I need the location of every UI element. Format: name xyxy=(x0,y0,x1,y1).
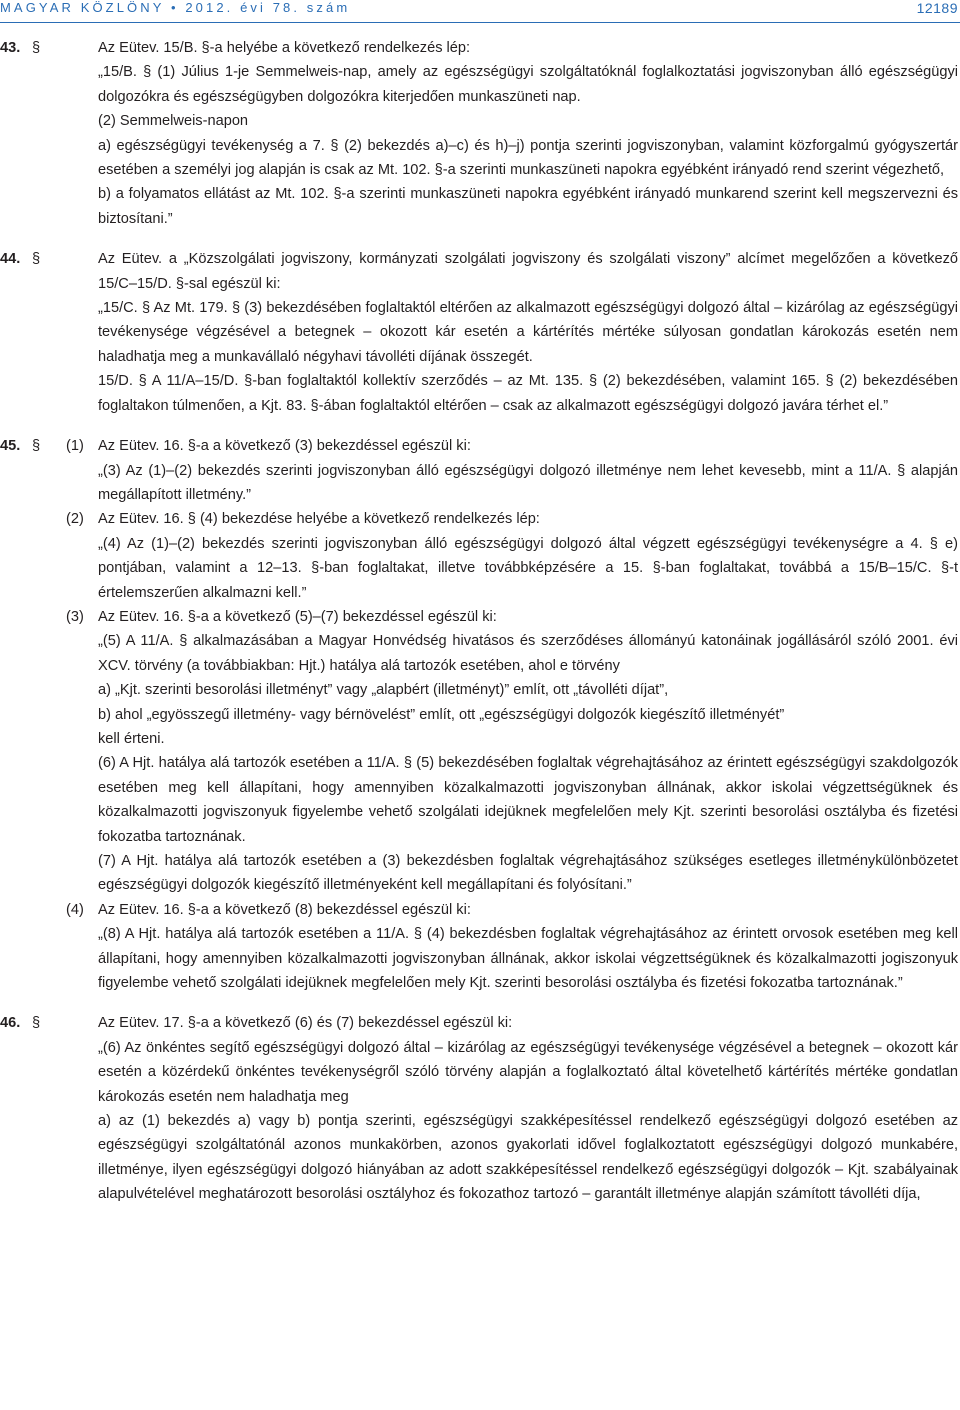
subsection-3 xyxy=(66,605,958,898)
subsection-1 xyxy=(66,434,958,507)
section-44 xyxy=(0,247,958,418)
subsection-label: (3) xyxy=(66,608,84,625)
paragraph: Az Eütev. 16. §-a a következő (8) bekezdéssel egészül ki: xyxy=(98,901,471,918)
subsection-label: (4) xyxy=(66,901,84,918)
paragraph: b) ahol „egyösszegű illetmény- vagy bérnövelést” említ, ott „egészségügyi dolgozók kiegészítő illetményét” xyxy=(98,706,785,723)
subsection-label: (2) xyxy=(66,511,84,528)
paragraph: „(6) Az önkéntes segítő egészségügyi dolgozó által – kizárólag az egészségügyi tevékenysége végzésével a betegnek – okozott kár esetén a közérdekű önkéntes tevékenységről szóló törvény alapján a foglalkoztató által követelhető kártérítés mértéke gondatlan károkozás esetén nem haladhatja meg xyxy=(98,1039,958,1105)
section-43 xyxy=(0,36,958,231)
section-46 xyxy=(0,1011,958,1206)
section-sign: § xyxy=(32,40,41,56)
paragraph: Az Eütev. 16. § (4) bekezdése helyébe a következő rendelkezés lép: xyxy=(98,511,540,528)
paragraph: a) egészségügyi tevékenység a 7. § (2) bekezdés a)–c) és h)–j) pontja szerinti jogviszonyban, valamint közforgalmú gyógyszertár esetében a személyi jog alapján is csak az Mt. 102. §-a szerinti munkaszüneti napokra egyébként irányadó rend szerint végezhető, xyxy=(98,137,958,179)
paragraph: Az Eütev. 17. §-a a következő (6) és (7) bekezdéssel egészül ki: xyxy=(98,1015,513,1032)
section-number: 45. xyxy=(0,438,21,455)
paragraph: Az Eütev. 15/B. §-a helyébe a következő rendelkezés lép: xyxy=(98,40,471,56)
paragraph: „(8) A Hjt. hatálya alá tartozók esetében a 11/A. § (4) bekezdésben foglaltak végrehajtásához az érintett orvosok esetében meg kell állapítani, hogy amennyiben közalkalmazotti jogviszonyban állnának, akkor iskolai végzettségüknek és közalkalmazotti jogiszonyuk figyelembe vehető szolgálati idejüknek megfelelően mely Kjt. szerinti besorolási osztályba és fizetési fokozatba tartoznának.” xyxy=(98,926,958,992)
paragraph: „(3) Az (1)–(2) bekezdés szerinti jogviszonyban álló egészségügyi dolgozó illetménye nem lehet kevesebb, mint a 11/A. § alapján megállapított illetmény.” xyxy=(98,462,958,503)
paragraph: Az Eütev. 16. §-a a következő (3) bekezdéssel egészül ki: xyxy=(98,438,471,455)
section-sign: § xyxy=(32,1015,41,1032)
header-rule xyxy=(0,22,960,23)
paragraph: 15/D. § A 11/A–15/D. §-ban foglaltaktól kollektív szerződés – az Mt. 135. § (2) bekezdésében, valamint 165. § (2) bekezdésében foglaltakon túlmenően, a Kjt. 83. §-ában foglaltaktól eltérően – csak az alkalmazott egészségügyi dolgozó javára térhet el.” xyxy=(98,373,958,414)
paragraph: a) „Kjt. szerinti besorolási illetményt” vagy „alapbért (illetményt)” említ, ott „távolléti díjat”, xyxy=(98,682,669,699)
paragraph: Az Eütev. a „Közszolgálati jogviszony, kormányzati szolgálati jogviszony és szolgálati viszony” alcímet megelőzően a következő 15/C–15/D. §-sal egészül ki: xyxy=(98,251,958,292)
section-45 xyxy=(0,434,958,995)
document-body xyxy=(0,36,958,1207)
paragraph: (6) A Hjt. hatálya alá tartozók esetében a 11/A. § (5) bekezdésében foglaltak végrehajtásához az érintett egészségügyi szakdolgozók esetében meg kell állapítani, hogy amennyiben közalkalmazotti jogviszonyban állnának, akkor iskolai végzettségüknek és közalkalmazotti jogviszonyuk figyelembe vehető szolgálati idejüknek megfelelően mely Kjt. szerinti besorolási osztályba és fizetési fokozatba tartoznának. xyxy=(98,755,958,845)
paragraph: kell érteni. xyxy=(98,730,165,747)
paragraph: „15/C. § Az Mt. 179. § (3) bekezdésében foglaltaktól eltérően az alkalmazott egészségügyi dolgozó által – kizárólag az egészségügyi tevékenysége végzésével a betegnek – okozott kár esetén a kártérítés mértéke súlyosan gondatlan károkozás esetén nem haladhatja meg a munkavállaló négyhavi távolléti díjának összegét. xyxy=(98,300,958,365)
section-sign: § xyxy=(32,438,41,455)
paragraph: „(5) A 11/A. § alkalmazásában a Magyar Honvédség hivatásos és szerződéses állományú katonáinak jogállásáról szóló 2001. évi XCV. törvény (a továbbiakban: Hjt.) hatálya alá tartozók esetében, ahol e törvény xyxy=(98,633,958,674)
section-number: 43. xyxy=(0,40,21,56)
paragraph: (2) Semmelweis-napon xyxy=(98,113,249,130)
paragraph: „15/B. § (1) Július 1-je Semmelweis-nap, amely az egészségügyi szolgáltatóknál foglalkoztatási jogviszonyban álló egészségügyi dolgozókra és egészségügyben dolgozókra kiterjedően munkaszüneti nap. xyxy=(98,64,958,105)
paragraph: „(4) Az (1)–(2) bekezdés szerinti jogviszonyban álló egészségügyi dolgozó által végzett egészségügyi tevékenységre a 4. § e) pontjában, valamint a 12–13. §-ban foglaltakat, illetve továbbképzésére a 15. §-ban foglaltakat, továbbá a 15/B–15/C. §-t értelemszerűen alkalmazni kell.” xyxy=(98,535,958,601)
paragraph: (7) A Hjt. hatálya alá tartozók esetében a (3) bekezdésben foglaltak végrehajtásához szükséges esetleges illetménykülönbözetet egészségügyi dolgozók kiegészítő illetményeként kell megállapítani és folyósítani.” xyxy=(98,853,958,894)
paragraph: Az Eütev. 16. §-a a következő (5)–(7) bekezdéssel egészül ki: xyxy=(98,608,497,625)
page-number: 12189 xyxy=(916,0,958,16)
page-header xyxy=(0,0,960,24)
paragraph: b) a folyamatos ellátást az Mt. 102. §-a szerinti munkaszüneti napokra egyébként irányadó munkarend szerint kell megszervezni és biztosítani.” xyxy=(98,186,958,227)
section-number: 46. xyxy=(0,1015,21,1032)
paragraph: a) az (1) bekezdés a) vagy b) pontja szerinti, egészségügyi szakképesítéssel rendelkező egészségügyi dolgozó esetében az egészségügyi szolgáltatónál azonos munkakörben, azonos gyakorlati idővel foglalkoztatott egészségügyi dolgozó munkabére, illetménye, ilyen egészségügyi dolgozó hiányában az adott szakképesítéssel rendelkező egészségügyi dolgozók – Kjt. szabályainak alapulvételével meghatározott besorolási osztályhoz és fokozathoz tartozó – garantált illetménye alapján számított távolléti díja, xyxy=(98,1113,958,1203)
section-sign: § xyxy=(32,251,41,268)
subsection-label: (1) xyxy=(66,438,84,455)
subsection-4 xyxy=(66,898,958,996)
section-number: 44. xyxy=(0,251,21,268)
journal-title: MAGYAR KÖZLÖNY • 2012. évi 78. szám xyxy=(0,0,351,15)
subsection-2 xyxy=(66,507,958,605)
